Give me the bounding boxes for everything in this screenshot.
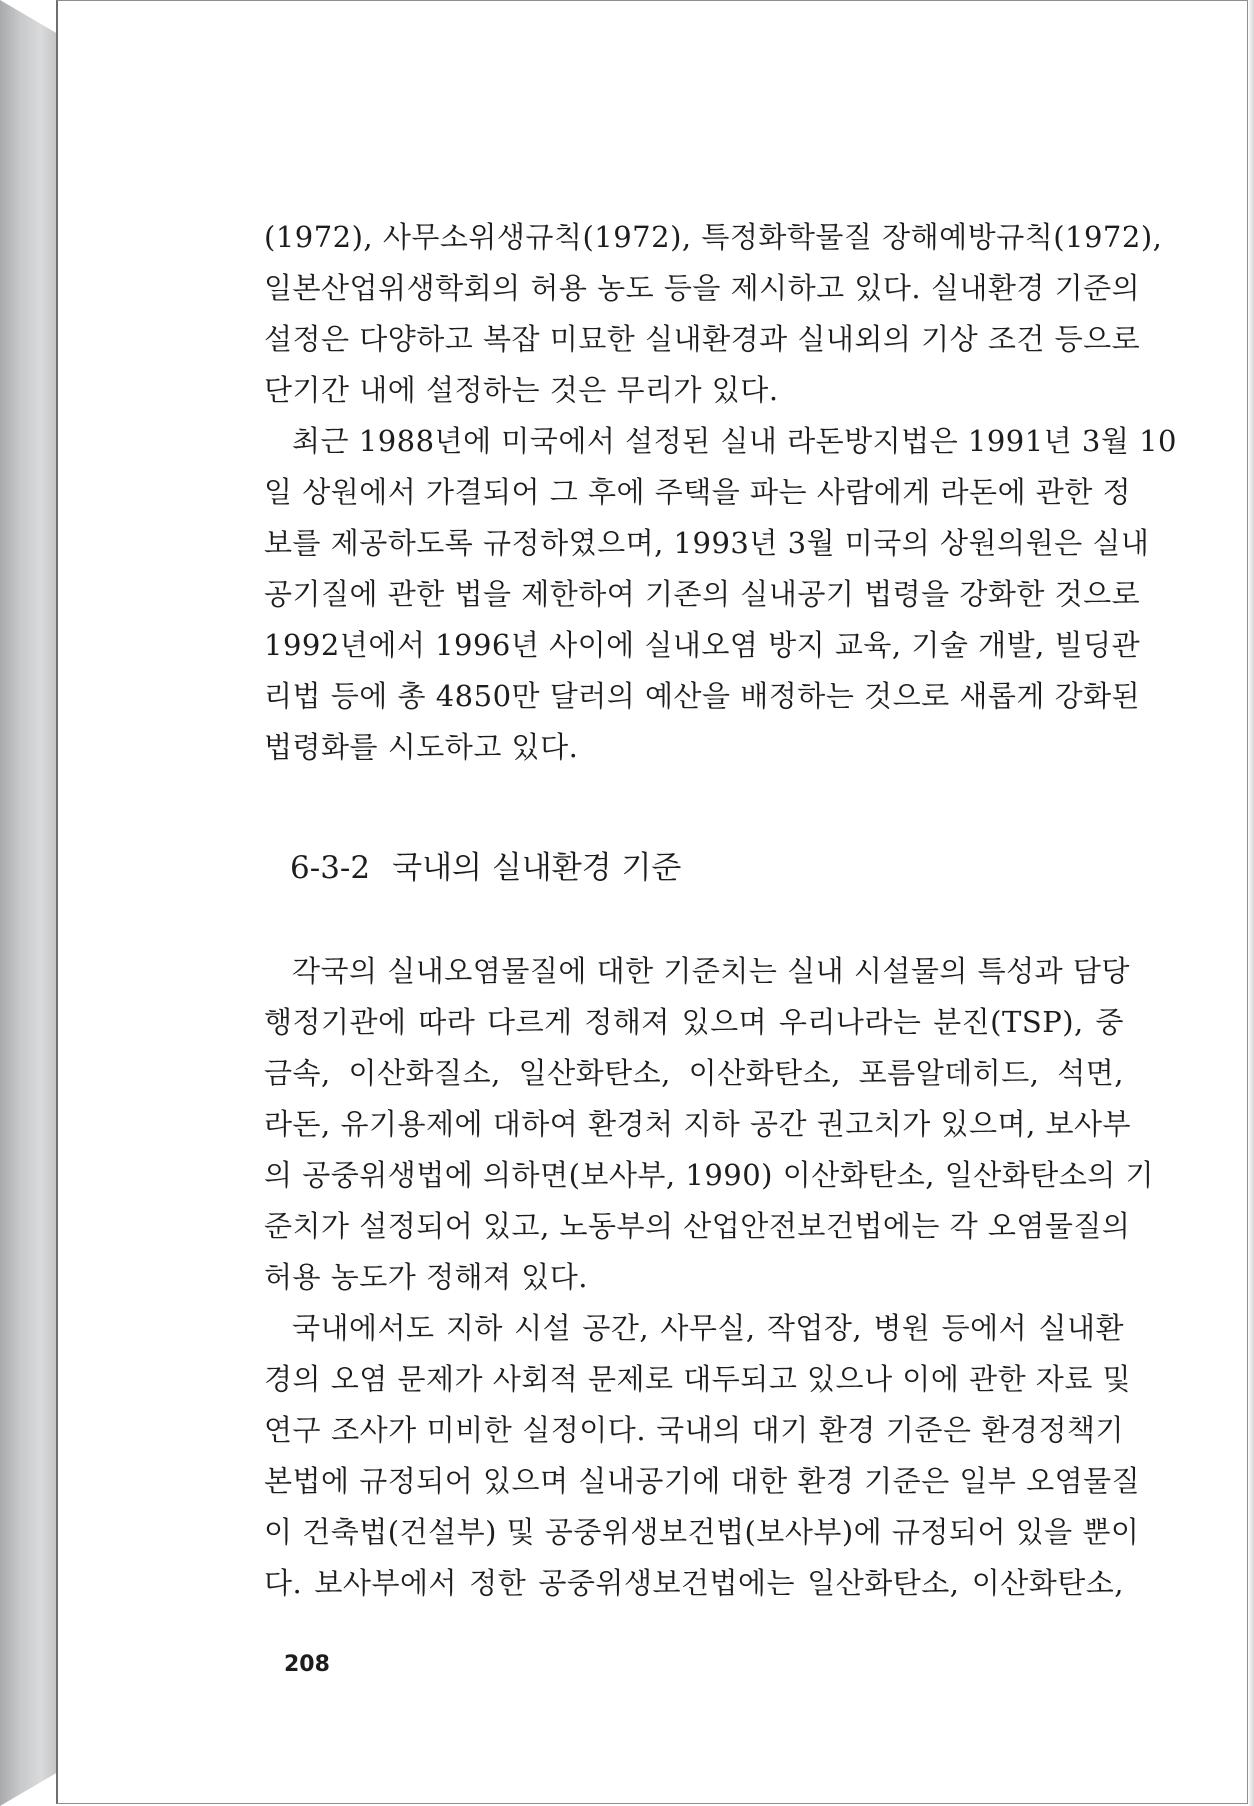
section-number: 6-3-2 (290, 850, 371, 886)
text-line: 연구 조사가 미비한 실정이다. 국내의 대기 환경 기준은 환경정책기 (264, 1413, 1124, 1447)
spine-bottom-corner (0, 1772, 58, 1806)
text-line: 일본산업위생학회의 허용 농도 등을 제시하고 있다. 실내환경 기준의 (264, 271, 1141, 305)
text-line: 준치가 설정되어 있고, 노동부의 산업안전보건법에는 각 오염물질의 (264, 1209, 1131, 1243)
page-number: 208 (284, 1652, 330, 1677)
text-line: 다. 보사부에서 정한 공중위생보건법에는 일산화탄소, 이산화탄소, (264, 1566, 1124, 1600)
text-line: 이 건축법(건설부) 및 공중위생보건법(보사부)에 규정되어 있을 뿐이 (264, 1515, 1140, 1549)
body-text-block-2 (264, 946, 1155, 1609)
section-title: 국내의 실내환경 기준 (392, 850, 682, 886)
text-line: 허용 농도가 정해져 있다. (264, 1260, 589, 1294)
text-line: 설정은 다양하고 복잡 미묘한 실내환경과 실내외의 기상 조건 등으로 (264, 322, 1141, 356)
text-line: (1972), 사무소위생규칙(1972), 특정화학물질 장해예방규칙(1972), (264, 220, 1163, 254)
text-line: 1992년에서 1996년 사이에 실내오염 방지 교육, 기술 개발, 빌딩관 (264, 628, 1141, 662)
text-line: 법령화를 시도하고 있다. (264, 730, 579, 764)
text-line: 행정기관에 따라 다르게 정해져 있으며 우리나라는 분진(TSP), 중 (264, 1005, 1124, 1039)
spine-top-corner (0, 0, 58, 34)
page-right-shadow (1248, 0, 1254, 1806)
book-spine-edge (0, 0, 58, 1806)
text-line: 국내에서도 지하 시설 공간, 사무실, 작업장, 병원 등에서 실내환 (292, 1311, 1124, 1345)
body-text-block-1 (264, 212, 1177, 773)
text-line: 의 공중위생법에 의하면(보사부, 1990) 이산화탄소, 일산화탄소의 기 (264, 1158, 1155, 1192)
text-line: 금속, 이산화질소, 일산화탄소, 이산화탄소, 포름알데히드, 석면, (264, 1056, 1124, 1090)
text-line: 본법에 규정되어 있으며 실내공기에 대한 환경 기준은 일부 오염물질 (264, 1464, 1141, 1498)
text-line: 단기간 내에 설정하는 것은 무리가 있다. (264, 373, 779, 407)
text-line: 리법 등에 총 4850만 달러의 예산을 배정하는 것으로 새롭게 강화된 (264, 679, 1141, 713)
text-line: 보를 제공하도록 규정하였으며, 1993년 3월 미국의 상원의원은 실내 (264, 526, 1150, 560)
text-line: 일 상원에서 가결되어 그 후에 주택을 파는 사람에게 라돈에 관한 정 (264, 475, 1132, 509)
text-line: 공기질에 관한 법을 제한하여 기존의 실내공기 법령을 강화한 것으로 (264, 577, 1141, 611)
text-line: 경의 오염 문제가 사회적 문제로 대두되고 있으나 이에 관한 자료 및 (264, 1362, 1132, 1396)
text-line: 최근 1988년에 미국에서 설정된 실내 라돈방지법은 1991년 3월 10 (292, 424, 1177, 458)
text-line: 라돈, 유기용제에 대하여 환경처 지하 공간 권고치가 있으며, 보사부 (264, 1107, 1132, 1141)
section-heading (290, 842, 681, 887)
text-line: 각국의 실내오염물질에 대한 기준치는 실내 시설물의 특성과 담당 (292, 954, 1130, 988)
